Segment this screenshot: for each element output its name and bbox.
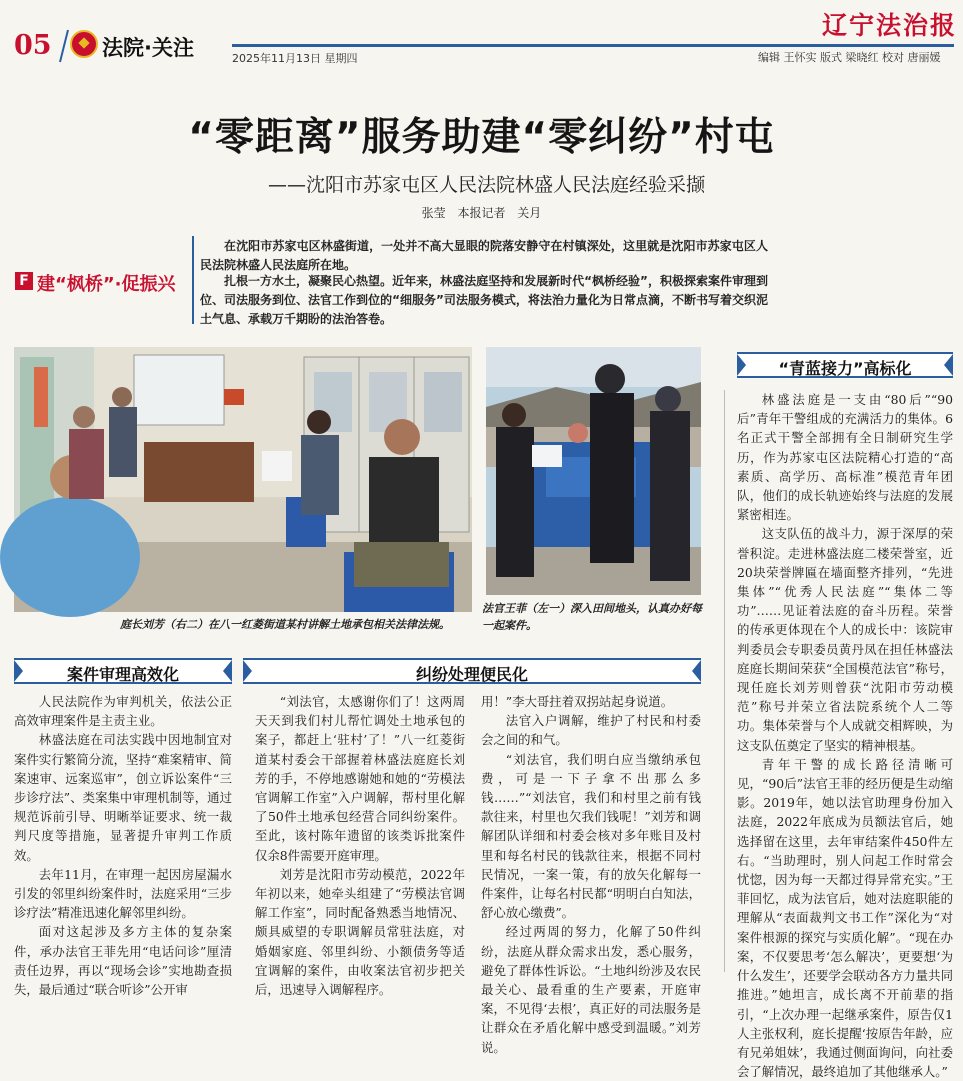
section-heading-convenience [243, 658, 701, 684]
lead-paragraph: 扎根一方水土，凝聚民心热望。近年来，林盛法庭坚持和发展新时代“枫桥经验”，积极探索案件审理到位、司法服务到位、法官工作到位的“细服务”司法服务模式，将法治力量化为日常点滴，不断书写着交织泥土气息、承载万千期盼的法治答卷。 [200, 274, 768, 326]
lead-accent-bar [192, 236, 194, 324]
section-heading-text: 案件审理高效化 [66, 665, 179, 684]
kicker-badge: F [15, 272, 33, 290]
divider-slash [58, 28, 70, 64]
body-paragraph: 去年11月，在审理一起因房屋漏水引发的邻里纠纷案件时，法庭采用“三步诊疗法”精准迅速化解邻里纠纷。 [14, 866, 232, 921]
photo-caption: 法官王菲（左一）深入田间地头，认真办好每一起案件。 [482, 602, 702, 632]
section-heading-efficiency [14, 658, 232, 684]
column-convenience-1 [255, 692, 465, 998]
kicker-label: 建“枫桥”·促振兴 [37, 274, 176, 295]
body-paragraph: 面对这起涉及多方主体的复杂案件，承办法官王菲先用“电话问诊”厘清责任边界，再以“现场会诊”实地勘查损失，最后通过“联合听诊”公开审 [14, 924, 232, 998]
body-paragraph: “刘法官，我们明白应当缴纳承包费，可是一下子拿不出那么多钱……”“刘法官，我们和村里之前有钱款往来，村里也欠我们钱呢！”刘芳和调解团队详细和村委会核对多年账目及村里和每名村民的钱款往来，根据不同村民情况，一案一策，有的放矢化解每一件案件，让每名村民都“明明白白知法，舒心放心缴费”。 [481, 751, 701, 921]
article-subtitle: ——沈阳市苏家屯区人民法院林盛人民法庭经验采撷 [268, 174, 706, 196]
section-heading-text: 纠纷处理便民化 [415, 665, 528, 684]
body-paragraph: “刘法官，太感谢你们了！这两周天天到我们村儿帮忙调处土地承包的案子，都赶上‘驻村’了！”八一红菱街道某村委会干部握着林盛法庭庭长刘芳的手，不停地感谢她和她的“劳模法官调解工作室”入户调解，帮村里化解了50件土地承包经营合同纠纷案件。至此，该村陈年遗留的该类诉批案件仅余8件需要开庭审理。 [255, 694, 465, 863]
body-paragraph: 这支队伍的战斗力，源于深厚的荣誉积淀。走进林盛法庭二楼荣誉室，近20块荣誉牌匾在墙面整齐排列，“先进集体”“优秀人民法庭”“集体二等功”……见证着法庭的奋斗历程。荣誉的传承更体现在个人的成长中：该院审判委员会专职委员黄丹凤在担任林盛法庭庭长期间荣获“全国模范法官”称号，现任庭长刘芳则曾获“沈阳市劳动模范”称号并荣立省法院系统个人二等功。集体荣誉与个人成就交相辉映，为这支队伍奠定了坚实的精神根基。 [737, 526, 953, 753]
body-paragraph: 林盛法庭是一支由“80后”“90后”青年干警组成的充满活力的集体。6名正式干警全部拥有全日制研究生学历，作为苏家屯区法院精心打造的“高素质、高学历、高标准”模范青年团队，他们的成长轨迹始终与法庭的发展紧密相连。 [737, 392, 953, 523]
editor-credits: 编辑 王怀实 版式 梁晓红 校对 唐丽媛 [758, 51, 941, 64]
body-paragraph: 经过两周的努力，化解了50件纠纷，法庭从群众需求出发，悉心服务，避免了群体性诉讼。“土地纠纷涉及农民最关心、最看重的生产要素，开庭审案，不见得‘去根’，真正好的司法服务是让群众在矛盾化解中感受到温暖。”刘芳说。 [481, 924, 701, 1055]
body-paragraph: 人民法院作为审判机关，依法公正高效审理案件是主责主业。 [14, 694, 232, 729]
header-rule [232, 44, 954, 47]
column-efficiency [14, 692, 232, 998]
section-title: 法院·关注 [102, 36, 194, 60]
body-paragraph: 用！”李大哥拄着双拐站起身说道。 [481, 694, 674, 709]
body-paragraph: 刘芳是沈阳市劳动模范，2022年年初以来，她牵头组建了“劳模法官调解工作室”，同时配备熟悉当地情况、颇具威望的专职调解员常驻法庭，对婚姻家庭、邻里纠纷、小额债务等适宜调解的案件，由收案法官初步把关后，迅速导入调解程序。 [255, 866, 465, 998]
newspaper-logo: 辽宁法治报 [822, 11, 958, 40]
section-heading-youth [737, 352, 953, 378]
byline: 张莹 本报记者 关月 [421, 206, 542, 220]
court-emblem-icon [70, 30, 98, 58]
section-heading-text: “青蓝接力”高标化 [778, 359, 912, 378]
column-youth [737, 390, 953, 1080]
article-title: “零距离”服务助建“零纠纷”村屯 [188, 115, 775, 160]
page-number: 05 [14, 30, 52, 61]
photo-caption: 庭长刘芳（右二）在八一红菱街道某村讲解土地承包相关法律法规。 [120, 618, 450, 631]
body-paragraph: 青年干警的成长路径清晰可见，“90后”法官王菲的经历便是生动缩影。2019年，她以法官助理身份加入法庭，2022年底成为员额法官后，她选择留在这里，去年审结案件450件左右。“当助理时，别人问起工作时常会忧惚，因为每一天都过得异常充实。”王菲回忆，成为法官后，她对法庭职能的理解从“表面裁判文书工作”深化为“对案件根源的探究与实质化解”。“现在办案，不仅要思考‘怎么解决’，更要想‘为什么发生’，还要学会联动各方力量共同推进。”她坦言，成长离不开前辈的指引，“上次办理一起继承案件，原告仅1人主张权利，庭长提醒‘按原告年龄，应有兄弟姐妹’，我通过侧面询问，向社委会了解情况，最终追加了其他继承人。” [737, 756, 953, 1080]
body-paragraph: 法官入户调解，维护了村民和村委会之间的和气。 [481, 713, 701, 748]
photo-field-visit [486, 347, 701, 595]
column-convenience-2 [481, 692, 701, 1055]
column-divider [724, 390, 725, 972]
body-paragraph: 林盛法庭在司法实践中因地制宜对案件实行繁简分流，坚持“难案精审、简案速审、远案巡审”，创立诉讼案件“三步诊疗法”、类案集中审理机制等，通过规范诉前引导、明晰举证要求、统一裁判尺度等措施，显著提升审判工作质效。 [14, 732, 232, 863]
issue-date: 2025年11月13日 星期四 [232, 52, 358, 65]
lead-paragraph: 在沈阳市苏家屯区林盛街道，一处并不高大显眼的院落安静守在村镇深处，这里就是沈阳市苏家屯区人民法院林盛人民法庭所在地。 [200, 239, 768, 272]
photo-village-meeting [14, 347, 472, 612]
